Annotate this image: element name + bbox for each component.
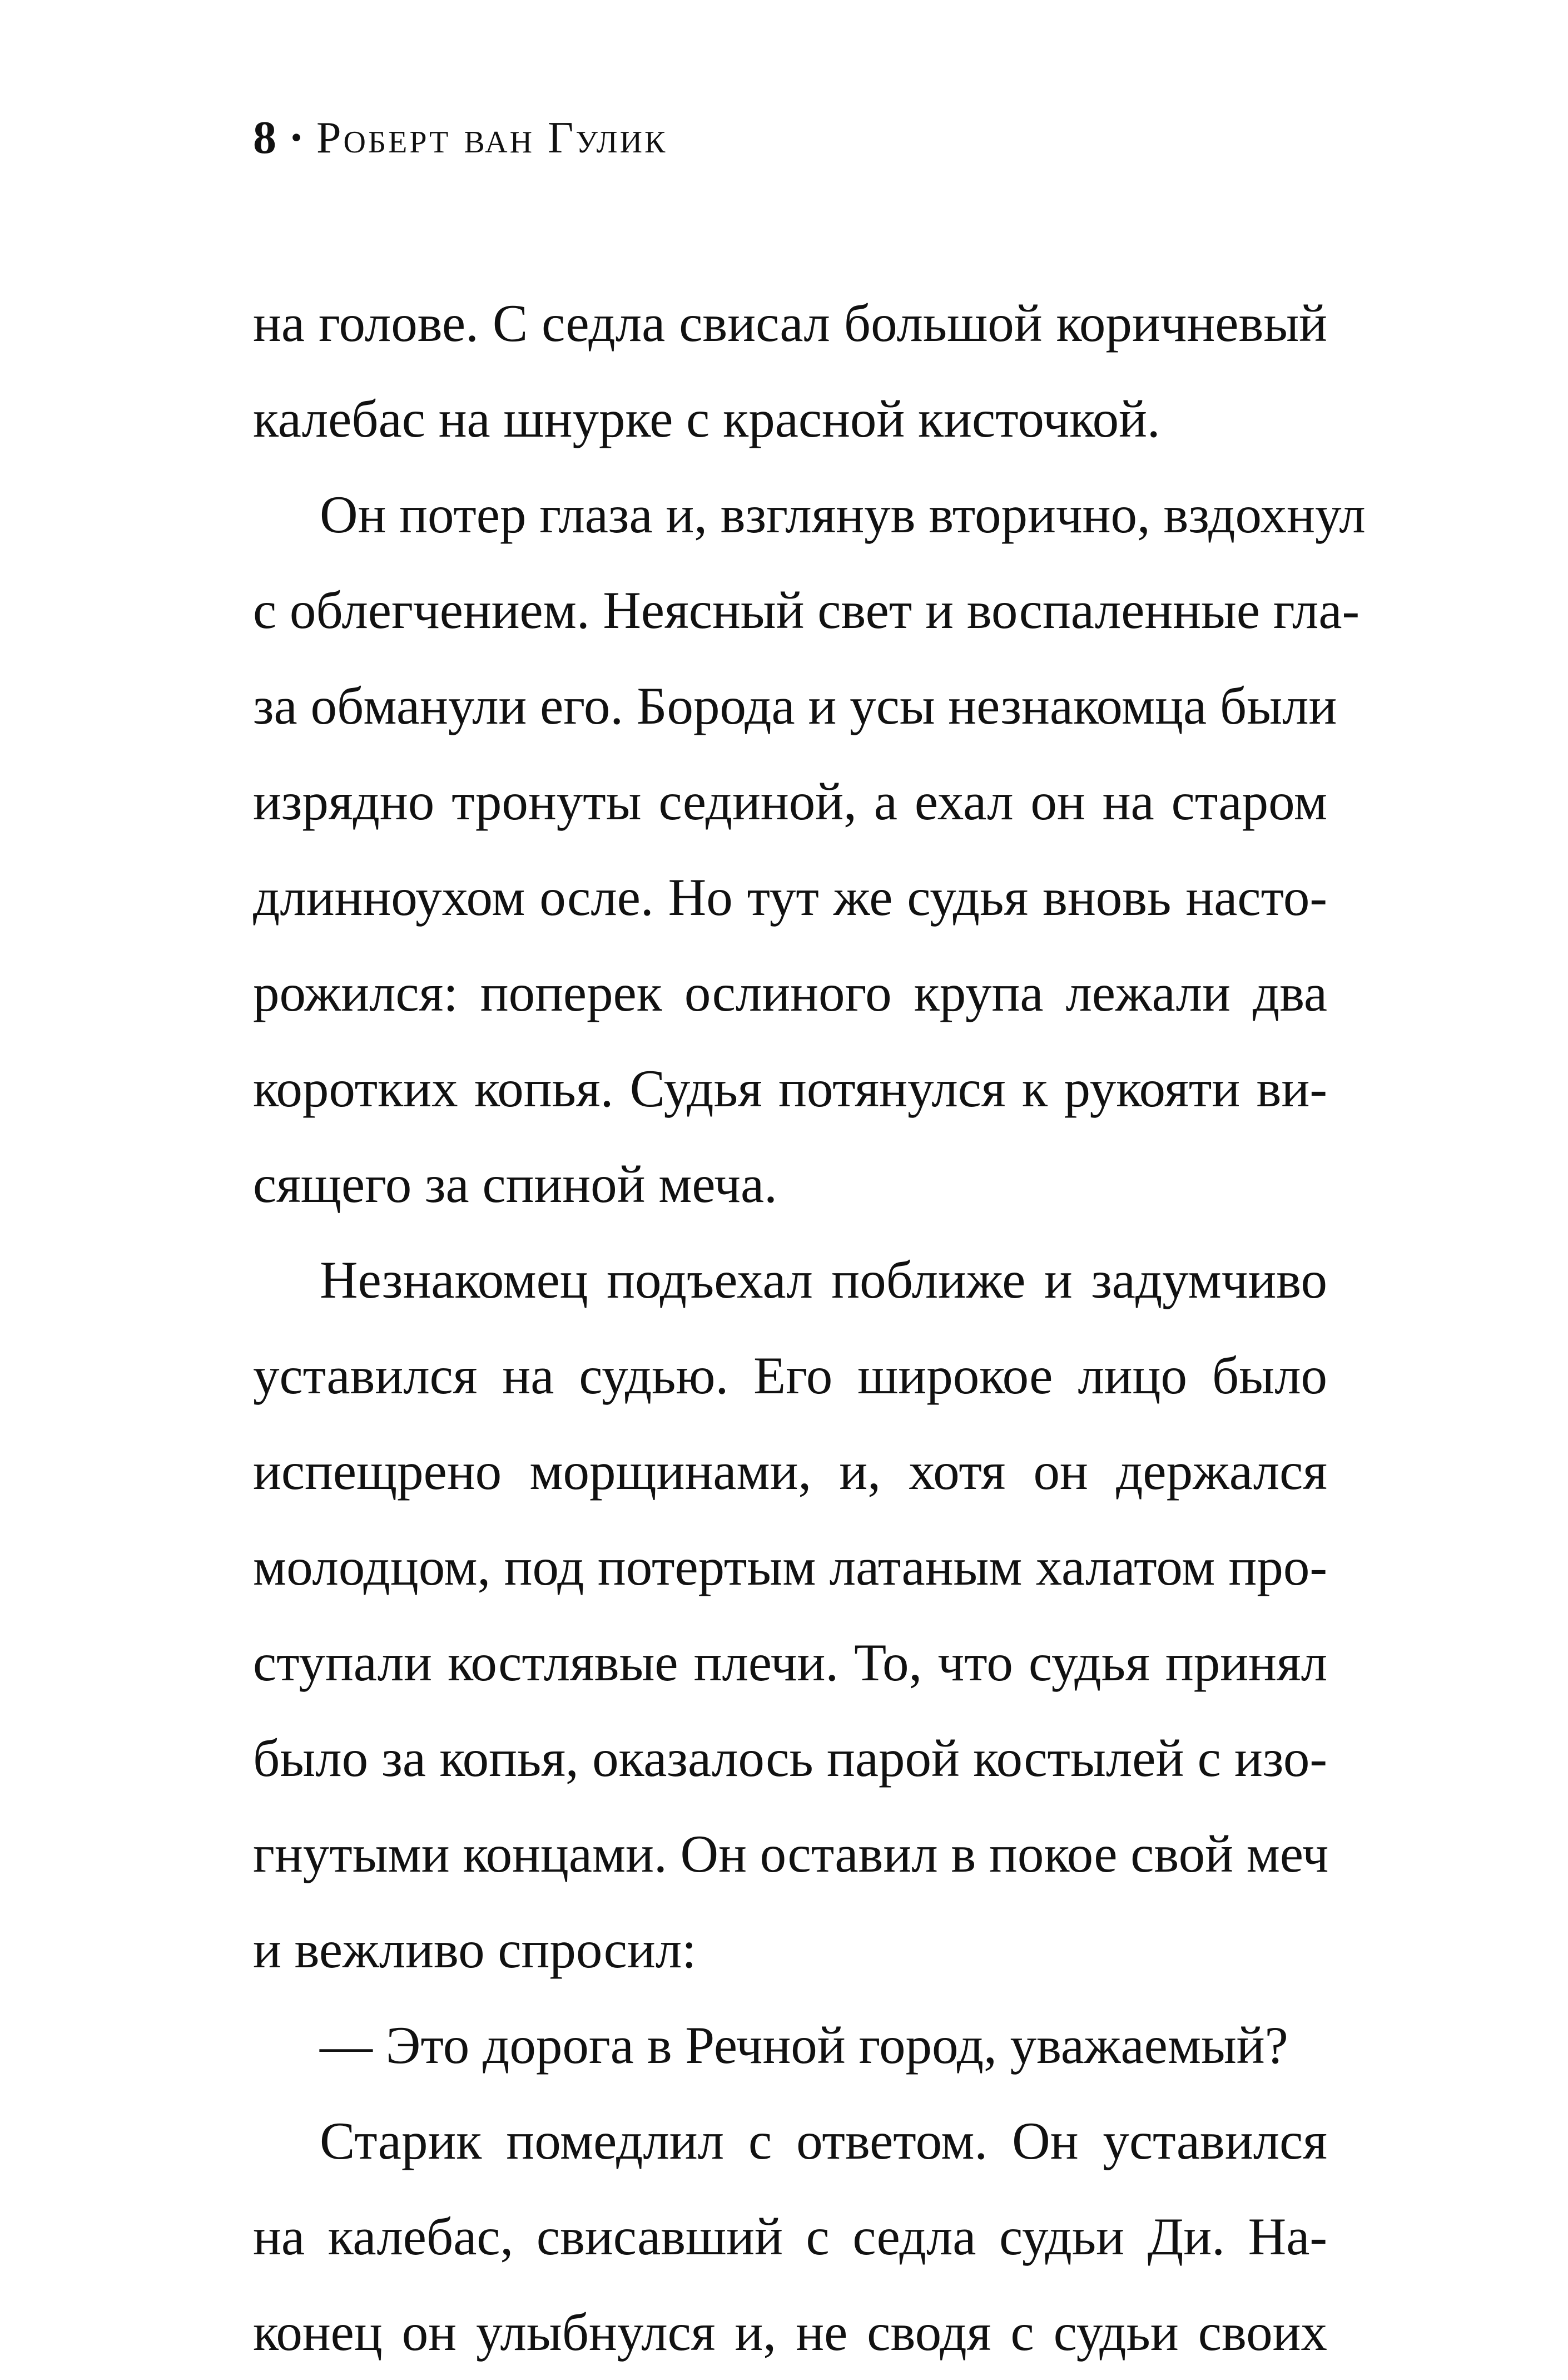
text-line: на калебас, свисавший с седла судьи Ди. На- (253, 2207, 1327, 2266)
text-line: молодцом, под потертым латаным халатом про- (253, 1537, 1327, 1596)
text-line: калебас на шнурке с красной кисточкой. (253, 389, 1160, 448)
text-line: ступали костлявые плечи. То, что судья принял (253, 1633, 1327, 1692)
text-line: на голове. С седла свисал большой коричневый (253, 294, 1327, 353)
author-name: Роберт ван Гулик (316, 113, 668, 162)
text-line: и вежливо спросил: (253, 1920, 697, 1979)
text-line: изрядно тронуты сединой, а ехал он на старом (253, 772, 1327, 831)
running-header (253, 105, 667, 171)
page-number: 8 (253, 112, 276, 164)
text-line: было за копья, оказалось парой костылей с изо- (253, 1729, 1327, 1788)
text-line: уставился на судью. Его широкое лицо было (253, 1346, 1327, 1405)
body-text (253, 275, 1366, 2380)
text-line: испещрено морщинами, и, хотя он держался (253, 1442, 1327, 1501)
text-line: гнутыми концами. Он оставил в покое свой меч (253, 1824, 1329, 1883)
text-line: за обманули его. Борода и усы незнакомца были (253, 676, 1337, 735)
text-line: рожился: поперек ослиного крупа лежали два (253, 963, 1327, 1022)
text-line: Незнакомец подъехал поближе и задумчиво (320, 1250, 1327, 1309)
text-line: коротких копья. Судья потянулся к рукояти ви- (253, 1059, 1327, 1118)
text-line: Он потер глаза и, взглянув вторично, вздохнул (320, 485, 1366, 544)
header-separator: · (289, 112, 305, 164)
text-line: — Это дорога в Речной город, уважаемый? (320, 2016, 1288, 2075)
text-line: конец он улыбнулся и, не сводя с судьи своих (253, 2303, 1327, 2362)
text-line: с облегчением. Неясный свет и воспаленные гла- (253, 581, 1360, 640)
text-line: сящего за спиной меча. (253, 1155, 777, 1214)
text-line: Старик помедлил с ответом. Он уставился (320, 2111, 1327, 2170)
text-line: длинноухом осле. Но тут же судья вновь насто- (253, 868, 1327, 927)
